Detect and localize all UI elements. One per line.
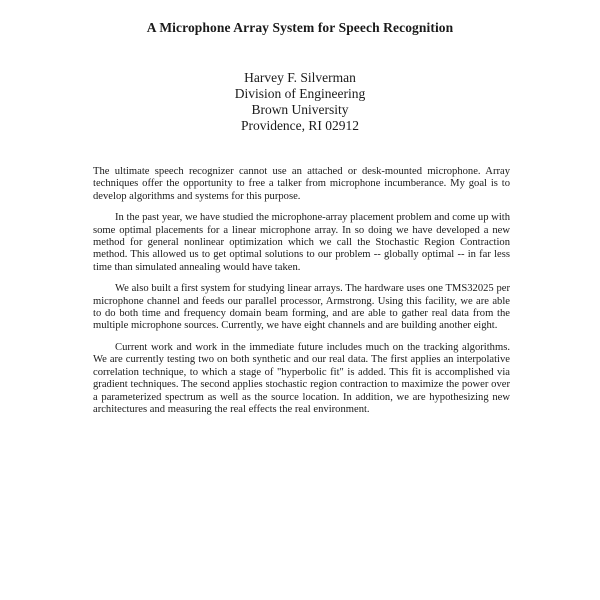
paragraph-future-work: Current work and work in the immediate future includes much on the tracking algorithms. We are currently testing two on both synthetic and our real data. The first applies an interpolative correlation technique, to which a stage of "hyperbolic fit" is added. This fit is accomplished via gradient techniques. The second applies stochastic region contraction to maximize the power over a parameterized spectrum as well as the source location. In addition, we are hypothesizing new architectures and measuring the real effects the real environment. [93, 341, 510, 415]
paragraph-intro: The ultimate speech recognizer cannot use an attached or desk-mounted microphone. Array techniques offer the opportunity to free a talker from microphone incumberance. My goal is to develop algorithms and systems for this purpose. [93, 166, 510, 202]
paragraph-system: We also built a first system for studying linear arrays. The hardware uses one TMS32025 per microphone channel and feeds our parallel processor, Armstrong. Using this facility, we are able to do both time and frequency domain beam forming, and are able to gather real data from the multiple microphone sources. Currently, we have eight channels and are building another eight. [93, 283, 510, 332]
abstract-body [93, 166, 510, 425]
author-name: Harvey F. Silverman [244, 70, 356, 85]
author-block [0, 70, 600, 134]
author-university: Brown University [251, 102, 349, 117]
paper-title: A Microphone Array System for Speech Recognition [146, 20, 454, 35]
author-division: Division of Engineering [234, 86, 366, 101]
author-location: Providence, RI 02912 [240, 118, 360, 133]
paragraph-placement: In the past year, we have studied the microphone-array placement problem and come up with some optimal placements for a linear microphone array. In so doing we have developed a new method for general nonlinear optimization which we call the Stochastic Region Contraction method. This allowed us to get optimal solutions to our problem -- globally optimal -- in far less time than simulated annealing would have taken. [93, 212, 510, 273]
